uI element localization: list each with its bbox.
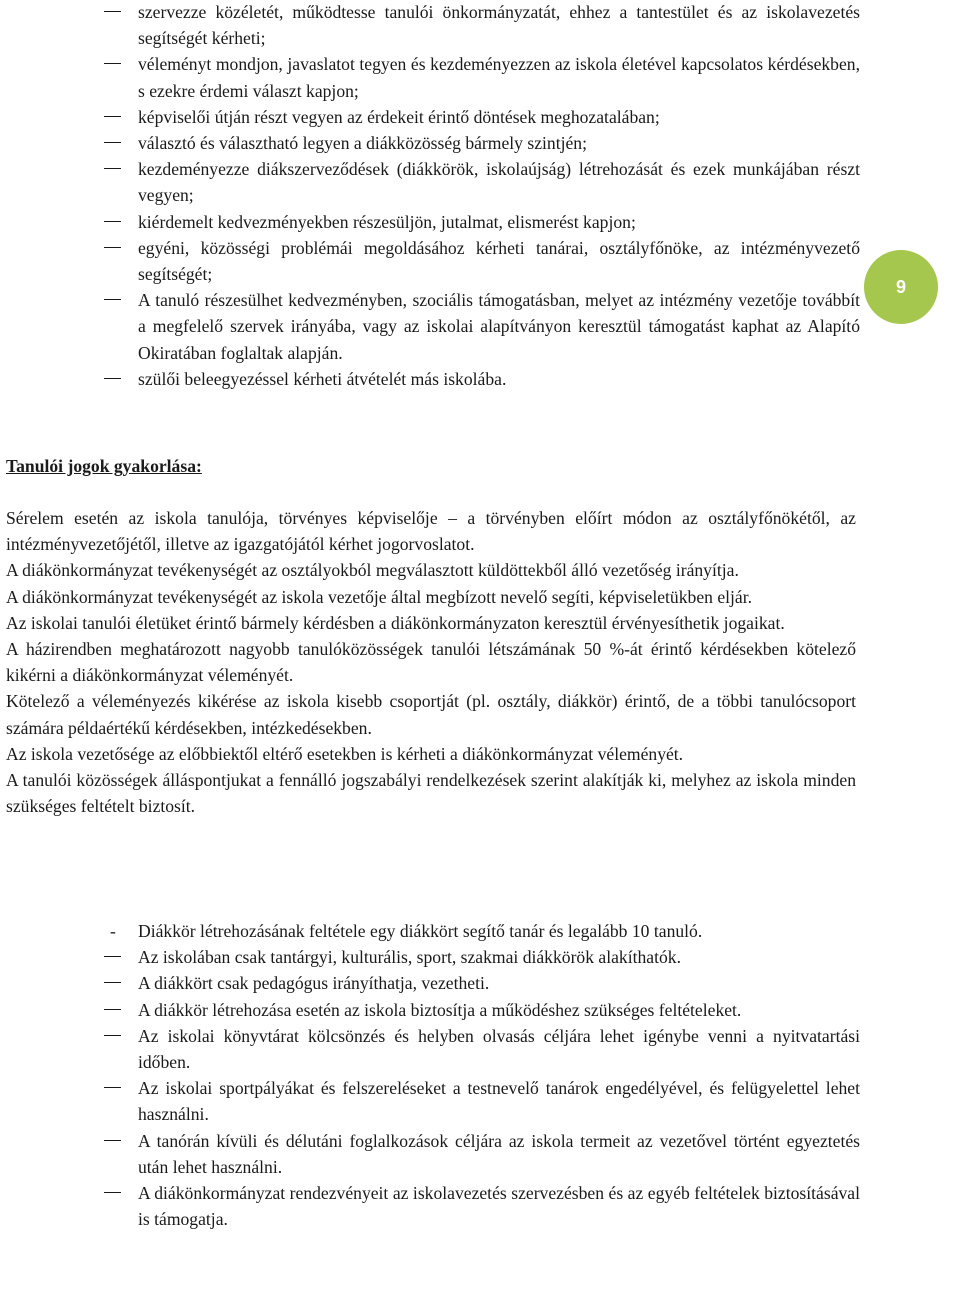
list-item: kezdeményezze diákszerveződések (diákkörök, iskolaújság) létrehozását és ezek munkájában részt vegyen; [0, 156, 860, 208]
list-item: Az iskolai könyvtárat kölcsönzés és helyben olvasás céljára lehet igénybe venni a nyitvatartási időben. [0, 1023, 860, 1075]
dash-bullet-icon [104, 168, 121, 169]
dash-bullet-icon [104, 247, 121, 248]
dash-bullet-icon [104, 956, 121, 957]
dash-bullet-icon [104, 1192, 121, 1193]
body-paragraphs [6, 505, 856, 819]
list-item: Az iskolai sportpályákat és felszereléseket a testnevelő tanárok engedélyével, és felügyelettel lehet használni. [0, 1075, 860, 1127]
page-number-badge [864, 250, 938, 324]
list-item: véleményt mondjon, javaslatot tegyen és kezdeményezzen az iskola életével kapcsolatos kérdésekben, s ezekre érdemi választ kapjon; [0, 51, 860, 103]
dash-bullet-icon [104, 1035, 121, 1036]
list-item: képviselői útján részt vegyen az érdekeit érintő döntések meghozatalában; [0, 104, 860, 130]
paragraph: A diákönkormányzat tevékenységét az iskola vezetője által megbízott nevelő segíti, képviseletükben eljár. [6, 586, 753, 607]
dash-bullet-icon [104, 142, 121, 143]
paragraph: Az iskola vezetősége az előbbiektől eltérő esetekben is kérheti a diákönkormányzat véleményét. [6, 743, 684, 764]
list-item: szervezze közéletét, működtesse tanulói önkormányzatát, ehhez a tantestület és az iskolavezetés segítségét kérheti; [0, 0, 860, 51]
dash-bullet-icon [104, 11, 121, 12]
paragraph: Sérelem esetén az iskola tanulója, törvényes képviselője – a törvényben előírt módon az osztályfőnökétől, az intézményvezetőjétől, illetve az igazgatójától kérhet jogorvoslatot. [6, 508, 856, 555]
dash-bullet-icon [104, 63, 121, 64]
list-item: választó és választható legyen a diákközösség bármely szintjén; [0, 130, 860, 156]
list-item: A diákkör létrehozása esetén az iskola biztosítja a működéshez szükséges feltételeket. [0, 997, 860, 1023]
dash-bullet-icon [104, 378, 121, 379]
dash-bullet-icon [104, 299, 121, 300]
dash-bullet-icon [104, 116, 121, 117]
list-item: - Diákkör létrehozásának feltétele egy diákkört segítő tanár és legalább 10 tanuló. [0, 918, 860, 944]
section-heading: Tanulói jogok gyakorlása: [6, 456, 202, 476]
list-item: A tanórán kívüli és délutáni foglalkozások céljára az iskola termeit az vezetővel történt egyeztetés után lehet használni. [0, 1128, 860, 1180]
list-item: A diákönkormányzat rendezvényeit az iskolavezetés szervezésben és az egyéb feltételek biztosításával is támogatja. [0, 1180, 860, 1232]
rights-list [0, 0, 860, 392]
list-item: kiérdemelt kedvezményekben részesüljön, jutalmat, elismerést kapjon; [0, 209, 860, 235]
paragraph: Kötelező a véleményezés kikérése az iskola kisebb csoportját (pl. osztály, diákkör) érintő, de a többi tanulócsoport számára példaértékű kérdésekben, intézkedésekben. [6, 691, 856, 738]
dash-bullet-icon [104, 1009, 121, 1010]
hyphen-bullet: - [110, 921, 116, 941]
list-item: szülői beleegyezéssel kérheti átvételét más iskolába. [0, 366, 860, 392]
dash-bullet-icon [104, 1140, 121, 1141]
paragraph: Az iskolai tanulói életüket érintő bármely kérdésben a diákönkormányzaton keresztül érvényesíthetik jogaikat. [6, 612, 785, 633]
dash-bullet-icon [104, 221, 121, 222]
dash-bullet-icon [104, 1087, 121, 1088]
list-item: A tanuló részesülhet kedvezményben, szociális támogatásban, melyet az intézmény vezetője továbbít a megfelelő szervek irányába, vagy az iskolai alapítványon keresztül támogatást kaphat az Alapító Okiratában foglaltak alapján. [0, 287, 860, 366]
list-item: egyéni, közösségi problémái megoldásához kérheti tanárai, osztályfőnöke, az intézményvezető segítségét; [0, 235, 860, 287]
list-item: A diákkört csak pedagógus irányíthatja, vezetheti. [0, 970, 860, 996]
club-rules-list [0, 918, 860, 1232]
page-number: 9 [895, 276, 906, 297]
paragraph: A diákönkormányzat tevékenységét az osztályokból megválasztott küldöttekből álló vezetőség irányítja. [6, 560, 739, 581]
paragraph: A házirendben meghatározott nagyobb tanulóközösségek tanulói létszámának 50 %-át érintő kérdésekben kötelező kikérni a diákönkormányzat véleményét. [6, 639, 856, 686]
dash-bullet-icon [104, 982, 121, 983]
paragraph: A tanulói közösségek álláspontjukat a fennálló jogszabályi rendelkezések szerint alakítják ki, melyhez az iskola minden szükséges feltételt biztosít. [6, 770, 856, 817]
list-item: Az iskolában csak tantárgyi, kulturális, sport, szakmai diákkörök alakíthatók. [0, 944, 860, 970]
